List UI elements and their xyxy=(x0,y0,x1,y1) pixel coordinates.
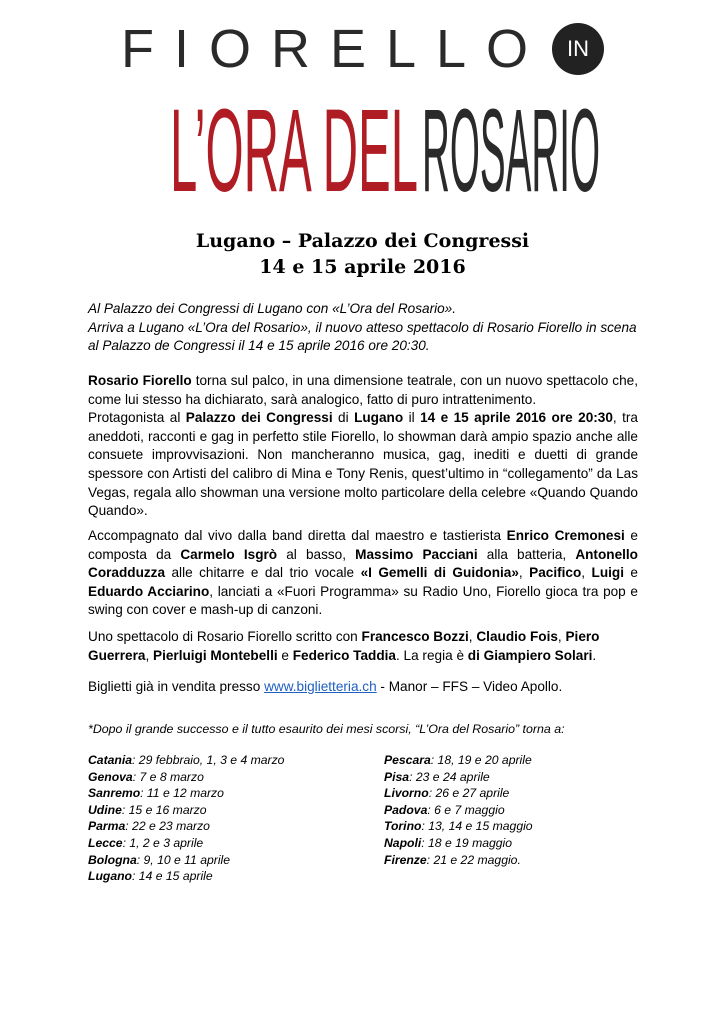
show-title-part2: ROSARIO xyxy=(422,85,600,217)
tour-dates: : 22 e 23 marzo xyxy=(125,819,210,834)
tour-city: Pisa xyxy=(384,769,410,784)
bold-city: Lugano xyxy=(354,410,404,426)
tour-dates: : 18 e 19 maggio xyxy=(421,835,513,850)
tour-city: Firenze xyxy=(384,852,427,867)
tour-date-item xyxy=(88,868,284,885)
para3-b3: Piero Guerrera xyxy=(88,629,600,663)
show-title-part1: L’ORA DEL xyxy=(170,85,418,217)
para3-b4: Pierluigi Montebelli xyxy=(153,647,278,663)
para2-t9: , lanciati a «Fuori Programma» su Radio Uno, Fiorello gioca tra pop e swing con cover e mash-up di canzoni. xyxy=(88,583,638,618)
tour-date-item xyxy=(88,769,284,786)
tour-dates: : 15 e 16 marzo xyxy=(121,802,207,817)
tour-dates: : 21 e 22 maggio. xyxy=(426,852,521,867)
tour-dates: : 26 e 27 aprile xyxy=(428,786,510,801)
para3-b6: di Giampiero Solari xyxy=(467,647,593,663)
para3-b2: Claudio Fois xyxy=(476,629,558,644)
para2-b1: Enrico Cremonesi xyxy=(506,528,625,543)
para2-t6: , xyxy=(518,565,530,581)
in-badge: IN xyxy=(552,23,604,75)
tour-date-item xyxy=(88,752,284,769)
tour-city: Lecce xyxy=(88,835,123,850)
brand-logo xyxy=(0,19,725,79)
bold-venue: Palazzo dei Congressi xyxy=(185,410,333,426)
tickets-suffix: - Manor – FFS – Video Apollo. xyxy=(376,679,563,694)
tour-dates: : 18, 19 e 20 aprile xyxy=(430,753,532,767)
event-heading xyxy=(0,228,725,280)
tour-date-item xyxy=(88,785,284,802)
show-title-logo xyxy=(170,85,600,217)
tour-date-item xyxy=(88,802,284,819)
tour-city: Torino xyxy=(384,819,422,834)
tour-dates: : 7 e 8 marzo xyxy=(132,769,204,784)
para1-text5: , tra aneddoti, racconti e gag in perfetto stile Fiorello, lo showman darà ampio spazio anche alle consuete improvvisazioni. Non mancheranno musica, gag, inediti e duetti di grande spessore con Artisti del calibro di Mina e Tony Renis, quest’ultimo in “collegamento” da Las Vegas, regala allo showman una versione molto particolare della celebre «Quando Quando Quando». xyxy=(88,410,638,519)
para2-b4: Antonello Coradduzza xyxy=(88,546,638,581)
para2-t3: al basso, xyxy=(277,546,356,562)
tour-dates: : 9, 10 e 11 aprile xyxy=(136,852,231,867)
tour-dates: : 6 e 7 maggio xyxy=(427,802,505,817)
para2-b5: «I Gemelli di Guidonia» xyxy=(360,565,519,581)
tour-date-item xyxy=(384,852,533,869)
tickets-line xyxy=(88,678,638,697)
tour-date-item xyxy=(88,852,284,869)
para2-b6: Pacifico xyxy=(529,565,582,581)
show-title-svg xyxy=(170,85,600,217)
paragraph-3 xyxy=(88,628,638,665)
para2-b3: Massimo Pacciani xyxy=(355,546,478,562)
para3-t7: . xyxy=(592,647,597,663)
tour-dates: : 14 e 15 aprile xyxy=(132,869,213,884)
tour-city: Bologna xyxy=(88,852,137,867)
paragraph-1 xyxy=(88,372,638,521)
tour-city: Sanremo xyxy=(88,786,141,801)
para3-b1: Francesco Bozzi xyxy=(361,629,469,644)
para2-t4: alla batteria, xyxy=(477,546,576,562)
bold-date: 14 e 15 aprile 2016 ore 20:30 xyxy=(420,410,613,426)
tour-date-item xyxy=(384,835,533,852)
tour-date-item xyxy=(384,785,533,802)
para1-b xyxy=(88,409,638,521)
para3-t5: e xyxy=(277,647,293,663)
para3-t2: , xyxy=(468,629,477,644)
tour-list-right xyxy=(384,752,533,868)
intro-line1: Al Palazzo dei Congressi di Lugano con «L’Ora del Rosario». xyxy=(88,301,457,316)
para1-text2: Protagonista al xyxy=(88,410,186,426)
para2-t5: alle chitarre e dal trio vocale xyxy=(165,565,361,581)
tour-list-left xyxy=(88,752,284,885)
paragraph-2 xyxy=(88,527,638,620)
para3-text xyxy=(88,628,638,665)
para2-t2: e composta da xyxy=(88,528,638,562)
para2-b8: Eduardo Acciarino xyxy=(88,583,210,599)
tour-date-item xyxy=(384,802,533,819)
tour-city: Napoli xyxy=(384,835,422,850)
tour-city: Catania xyxy=(88,753,133,767)
para2-b2: Carmelo Isgrò xyxy=(180,546,278,562)
tour-date-item xyxy=(384,769,533,786)
para1-a xyxy=(88,372,638,409)
heading-dates: 14 e 15 aprile 2016 xyxy=(259,256,466,278)
tour-city: Parma xyxy=(88,819,126,834)
para3-t6: . La regia è xyxy=(395,647,468,663)
tour-dates: : 13, 14 e 15 maggio xyxy=(421,819,533,834)
para3-b5: Federico Taddia xyxy=(292,647,396,663)
tour-dates: : 23 e 24 aprile xyxy=(409,769,490,784)
intro-line2: Arriva a Lugano «L’Ora del Rosario», il nuovo atteso spettacolo di Rosario Fiorello in scena al Palazzo de Congressi il 14 e 15 aprile 2016 ore 20:30. xyxy=(88,319,637,354)
tour-dates: : 29 febbraio, 1, 3 e 4 marzo xyxy=(132,753,285,767)
tickets-link[interactable]: www.biglietteria.ch xyxy=(264,679,377,694)
tour-dates: : 1, 2 e 3 aprile xyxy=(122,835,204,850)
para2-t8: e xyxy=(623,565,638,581)
tour-dates: : 11 e 12 marzo xyxy=(140,786,224,801)
heading-venue: Lugano – Palazzo dei Congressi xyxy=(195,230,530,252)
para3-t1: Uno spettacolo di Rosario Fiorello scritto con xyxy=(88,629,362,644)
para3-t4: , xyxy=(145,647,153,663)
tour-date-item xyxy=(88,835,284,852)
para2-text xyxy=(88,527,638,620)
para2-t1: Accompagnato dal vivo dalla band diretta dal maestro e tastierista xyxy=(88,528,507,543)
para2-t7: , xyxy=(581,565,592,581)
brand-name: FIORELLO xyxy=(120,19,549,79)
intro-block xyxy=(88,300,638,356)
tour-note: *Dopo il grande successo e il tutto esaurito dei mesi scorsi, “L’Ora del Rosario” torna a: xyxy=(88,722,565,736)
para3-t3: , xyxy=(557,629,566,644)
para2-b7: Luigi xyxy=(591,565,624,581)
para1-text1: torna sul palco, in una dimensione teatrale, con un nuovo spettacolo che, come lui stesso ha dichiarato, sarà analogico, fatto di puro intrattenimento. xyxy=(88,373,638,407)
bold-name: Rosario Fiorello xyxy=(88,373,192,388)
para1-text4: il xyxy=(403,410,421,426)
tour-city: Livorno xyxy=(384,786,429,801)
tickets-prefix: Biglietti già in vendita presso xyxy=(88,679,265,694)
para1-text3: di xyxy=(332,410,355,426)
tour-city: Udine xyxy=(88,802,122,817)
tour-city: Pescara xyxy=(384,753,431,767)
tour-date-item xyxy=(384,818,533,835)
tour-city: Genova xyxy=(88,769,133,784)
tour-city: Lugano xyxy=(88,869,133,884)
tour-city: Padova xyxy=(384,802,428,817)
tour-date-item xyxy=(88,818,284,835)
tour-date-item xyxy=(384,752,533,769)
